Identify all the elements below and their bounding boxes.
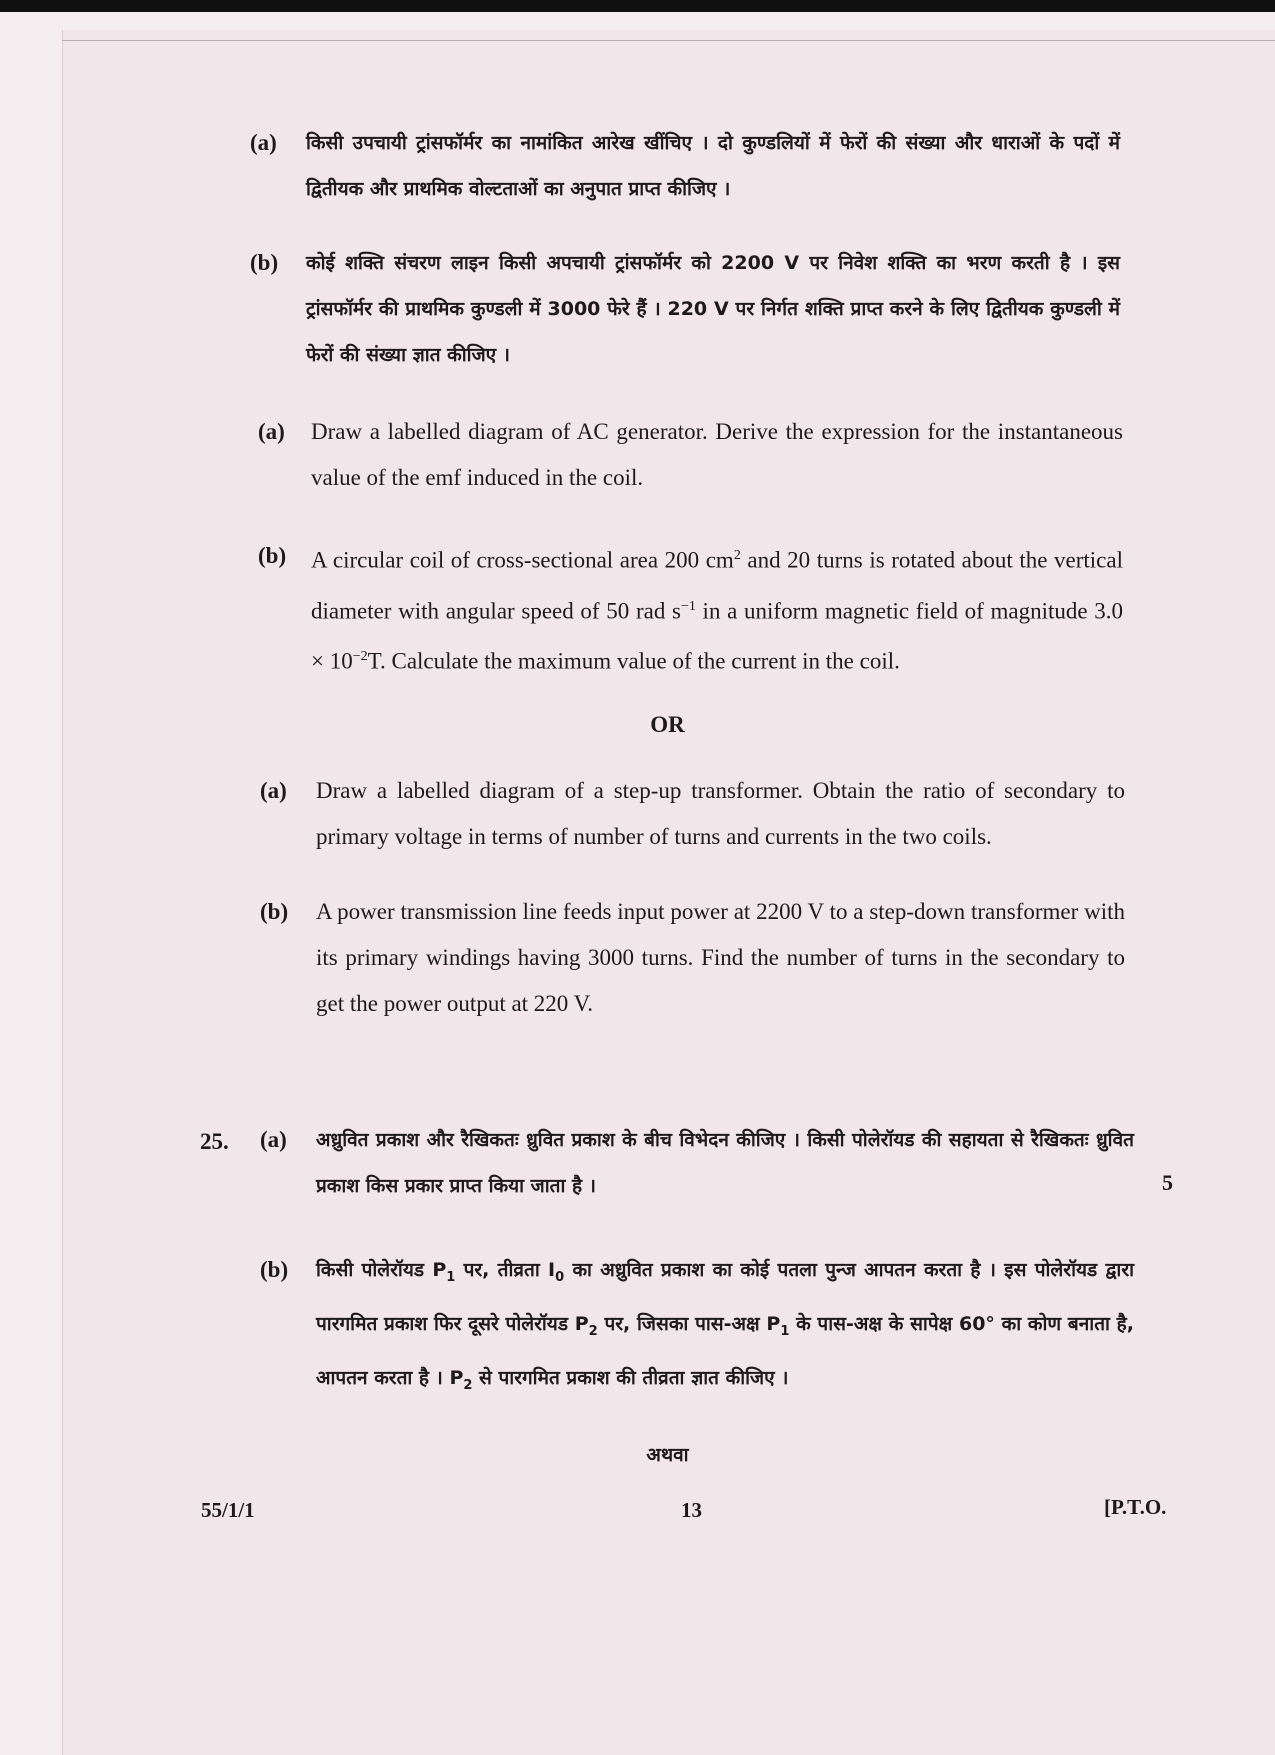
part-label: (a)	[258, 419, 285, 444]
question-number: 25.	[200, 1129, 229, 1154]
or-separator: OR	[650, 712, 685, 737]
part-text: A power transmission line feeds input power at 2200 V to a step-down transformer with its primary windings having 3000 turns. Find the number of turns in the secondary to get the power output at 220 V.	[316, 899, 1125, 1016]
paper-code: 55/1/1	[201, 1498, 255, 1522]
part-label: (b)	[250, 250, 279, 275]
part-label: (b)	[260, 899, 289, 924]
part-label: (a)	[250, 130, 277, 155]
part-text: कोई शक्ति संचरण लाइन किसी अपचायी ट्रांसफॉर्मर को 2200 V पर निवेश शक्ति का भरण करती है । इस ट्रांसफॉर्मर की प्राथमिक कुण्डली में 3000 फेरे हैं । 220 V पर निर्गत शक्ति प्राप्त करने के लिए द्वितीयक कुण्डली में फेरों की संख्या ज्ञात कीजिए ।	[306, 252, 1120, 366]
athava-separator: अथवा	[646, 1444, 689, 1466]
page-number: 13	[681, 1498, 702, 1522]
part-text: किसी पोलेरॉयड $P_1$ पर, तीव्रता $I_0$ का अध्रुवित प्रकाश का कोई पतला पुन्ज आपतन करता है । इस पोलेरॉयड द्वारा पारगमित प्रकाश फिर दूसरे पोलेरॉयड $P_2$ पर, जिसका पास-अक्ष $P_1$ के पास-अक्ष के सापेक्ष 60° का कोण बनाता है, आपतन करता है । $P_2$ से पारगमित प्रकाश की तीव्रता ज्ञात कीजिए ।	[316, 1259, 1135, 1393]
page-top-rule	[62, 40, 1275, 41]
part-text: किसी उपचायी ट्रांसफॉर्मर का नामांकित आरेख खींचिए । दो कुण्डलियों में फेरों की संख्या और धाराओं के पदों में द्वितीयक और प्राथमिक वोल्टताओं का अनुपात प्राप्त कीजिए ।	[306, 132, 1120, 200]
scan-top-edge	[0, 0, 1275, 12]
part-label: (b)	[258, 543, 287, 568]
part-label: (b)	[260, 1257, 289, 1282]
part-text: A circular coil of cross-sectional area 200 $cm^2$ and 20 turns is rotated about the vertical diameter with angular speed of 50 rad $s^{-1}$ in a uniform magnetic field of magnitude $3.0 \times 10^{-2}T$. Calculate the maximum value of the current in the coil.	[311, 547, 1123, 674]
part-text: Draw a labelled diagram of AC generator. Derive the expression for the instantaneous value of the emf induced in the coil.	[311, 419, 1123, 490]
part-label: (a)	[260, 778, 287, 803]
part-text: अध्रुवित प्रकाश और रैखिकतः ध्रुवित प्रकाश के बीच विभेदन कीजिए । किसी पोलेरॉयड की सहायता से रैखिकतः ध्रुवित प्रकाश किस प्रकार प्राप्त किया जाता है ।	[316, 1129, 1134, 1197]
question-marks: 5	[1162, 1170, 1173, 1195]
please-turn-over: [P.T.O.	[1104, 1495, 1167, 1519]
part-label: (a)	[260, 1127, 287, 1152]
part-text: Draw a labelled diagram of a step-up transformer. Obtain the ratio of secondary to primary voltage in terms of number of turns and currents in the two coils.	[316, 778, 1125, 849]
